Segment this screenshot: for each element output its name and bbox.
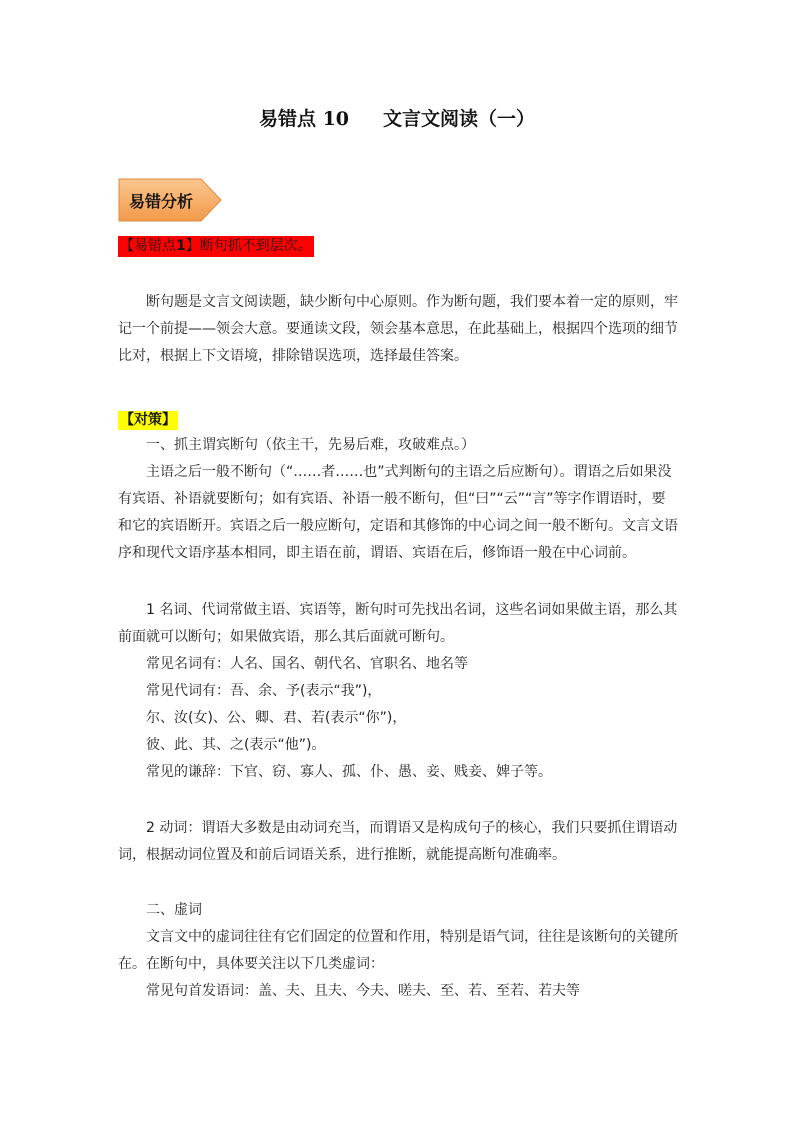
title-part-1: 易错点 10 [258,108,350,130]
error-point-bracket-open: 【易错点 [120,238,176,254]
noun-line: 常见名词有：人名、国名、朝代名、官职名、地名等 [146,656,468,672]
noun-paragraph: 1 名词、代词常做主语、宾语等，断句时可先找出名词，这些名词如果做主语，那么其前面就可以断句；如果做宾语，那么其后面就可断句。 [118,602,678,645]
section-1-heading: 一、抓主谓宾断句（依主干，先易后难，攻破难点。） [146,437,475,453]
error-analysis-badge [117,177,225,223]
intro-block [118,289,678,370]
section-1-paragraph: 主语之后一般不断句（“……者……也”式判断句的主语之后应断句）。谓语之后如果没有宾语、补语就要断句；如有宾语、补语一般不断句，但“曰”“云”“言”等字作谓语时，要和它的宾语断开。宾语之后一般应断句，定语和其修饰的中心词之间一般不断句。文言文语序和现代文语序基本相同，即主语在前，谓语、宾语在后，修饰语一般在中心词前。 [118,464,678,561]
error-point-text: 断句抓不到层次。 [199,238,312,254]
section-2-block [118,897,678,1005]
section-2-line: 常见句首发语词：盖、夫、且夫、今夫、嗟夫、至、若、至若、若夫等 [146,983,580,999]
error-point-number: 1 [176,238,186,254]
verb-block [118,815,678,869]
page-title [0,104,794,131]
badge-label: 易错分析 [129,192,194,211]
noun-line: 彼、此、其、之(表示“他”)。 [146,737,326,753]
intro-paragraph: 断句题是文言文阅读题，缺少断句中心原则。作为断句题，我们要本着一定的原则，牢记一个前提——领会大意。要通读文段，领会基本意思，在此基础上，根据四个选项的细节比对，根据上下文语境，排除错误选项，选择最佳答案。 [118,294,678,364]
noun-line: 常见的谦辞：下官、窃、寡人、孤、仆、愚、妾、贱妾、婢子等。 [146,764,552,780]
error-point-bracket-close: 】 [185,238,200,254]
section-2-paragraph: 文言文中的虚词往往有它们固定的位置和作用，特别是语气词，往往是该断句的关键所在。在断句中，具体要关注以下几类虚词： [118,929,678,972]
section-1-block [118,432,678,567]
verb-paragraph: 2 动词：谓语大多数是由动词充当，而谓语又是构成句子的核心，我们只要抓住谓语动词，根据动词位置及和前后词语关系，进行推断，就能提高断句准确率。 [118,820,678,863]
section-2-heading: 二、虚词 [146,902,202,918]
noun-line: 常见代词有：吾、余、予(表示“我”)， [146,683,382,699]
strategy-label: 【对策】 [120,412,176,428]
noun-line: 尔、汝(女)、公、卿、君、若(表示“你”)， [146,710,407,726]
noun-block [118,597,678,786]
error-point-highlight [118,236,314,257]
title-part-2: 文言文阅读（一） [383,108,536,130]
